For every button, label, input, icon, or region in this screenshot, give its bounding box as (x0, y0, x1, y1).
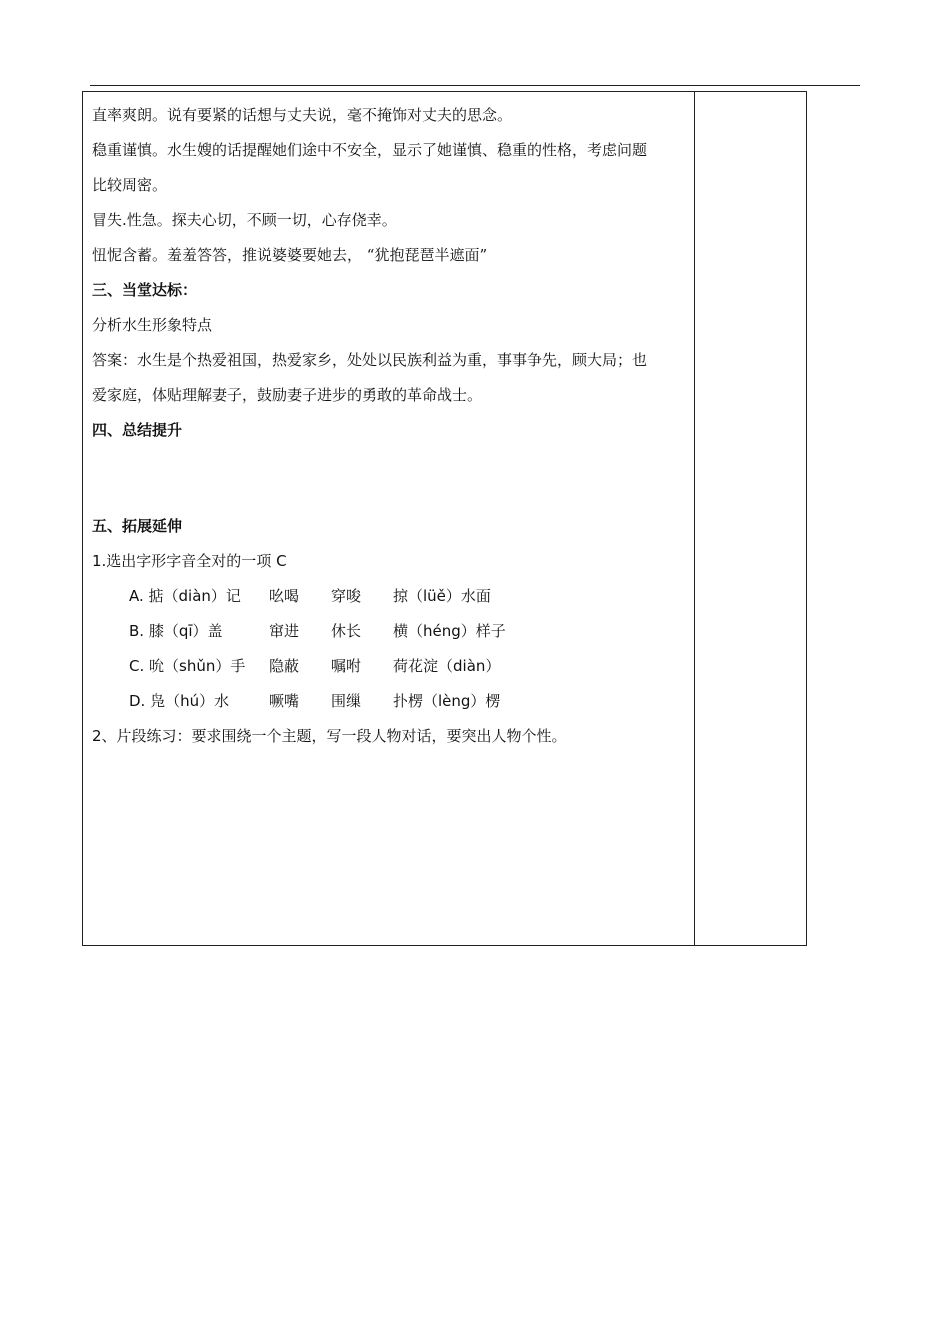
section-heading-5: 五、拓展延伸 (92, 517, 183, 535)
text-line: 冒失.性急。探夫心切，不顾一切，心存侥幸。 (92, 211, 397, 229)
column-divider (694, 92, 695, 945)
question-2: 2、片段练习：要求围绕一个主题，写一段人物对话，要突出人物个性。 (92, 727, 567, 745)
section-heading-4: 四、总结提升 (92, 421, 183, 439)
text-line: 稳重谨慎。水生嫂的话提醒她们途中不安全，显示了她谨慎、稳重的性格，考虑问题 (92, 141, 648, 159)
text-line: 比较周密。 (92, 176, 168, 194)
question-1: 1.选出字形字音全对的一项 C (92, 552, 287, 570)
option-cell: 隐蔽 (269, 657, 300, 675)
option-cell: C. 吮（shǔn）手 (129, 657, 246, 675)
option-cell: B. 膝（qī）盖 (129, 622, 223, 640)
option-a (92, 579, 690, 614)
option-cell: 噘嘴 (269, 692, 300, 710)
option-d (92, 684, 690, 719)
option-cell: 围缫 (331, 692, 362, 710)
option-cell: 嘱咐 (331, 657, 362, 675)
option-cell: 吆喝 (269, 587, 300, 605)
option-cell: 掠（lüě）水面 (393, 587, 491, 605)
main-cell (92, 98, 690, 754)
option-b (92, 614, 690, 649)
option-cell: 窜进 (269, 622, 300, 640)
text-line: 直率爽朗。说有要紧的话想与丈夫说，毫不掩饰对丈夫的思念。 (92, 106, 513, 124)
option-cell: A. 掂（diàn）记 (129, 587, 241, 605)
option-cell: 穿唆 (331, 587, 362, 605)
answer-text: 答案：水生是个热爱祖国，热爱家乡，处处以民族利益为重，事事争先，顾大局；也 (92, 351, 648, 369)
option-c (92, 649, 690, 684)
option-cell: 横（héng）样子 (393, 622, 506, 640)
option-cell: 荷花淀（diàn） (393, 657, 501, 675)
option-cell: 休长 (331, 622, 362, 640)
answer-text: 爱家庭，体贴理解妻子，鼓励妻子进步的勇敢的革命战士。 (92, 386, 483, 404)
header-rule (90, 85, 860, 86)
option-cell: D. 凫（hú）水 (129, 692, 230, 710)
option-cell: 扑楞（lèng）楞 (393, 692, 501, 710)
text-line: 忸怩含蓄。羞羞答答，推说婆婆要她去， “犹抱琵琶半遮面” (92, 246, 488, 264)
worksheet-table (82, 91, 807, 946)
section-heading-3: 三、当堂达标： (92, 281, 198, 299)
blank-space (92, 448, 690, 509)
task-text: 分析水生形象特点 (92, 316, 213, 334)
